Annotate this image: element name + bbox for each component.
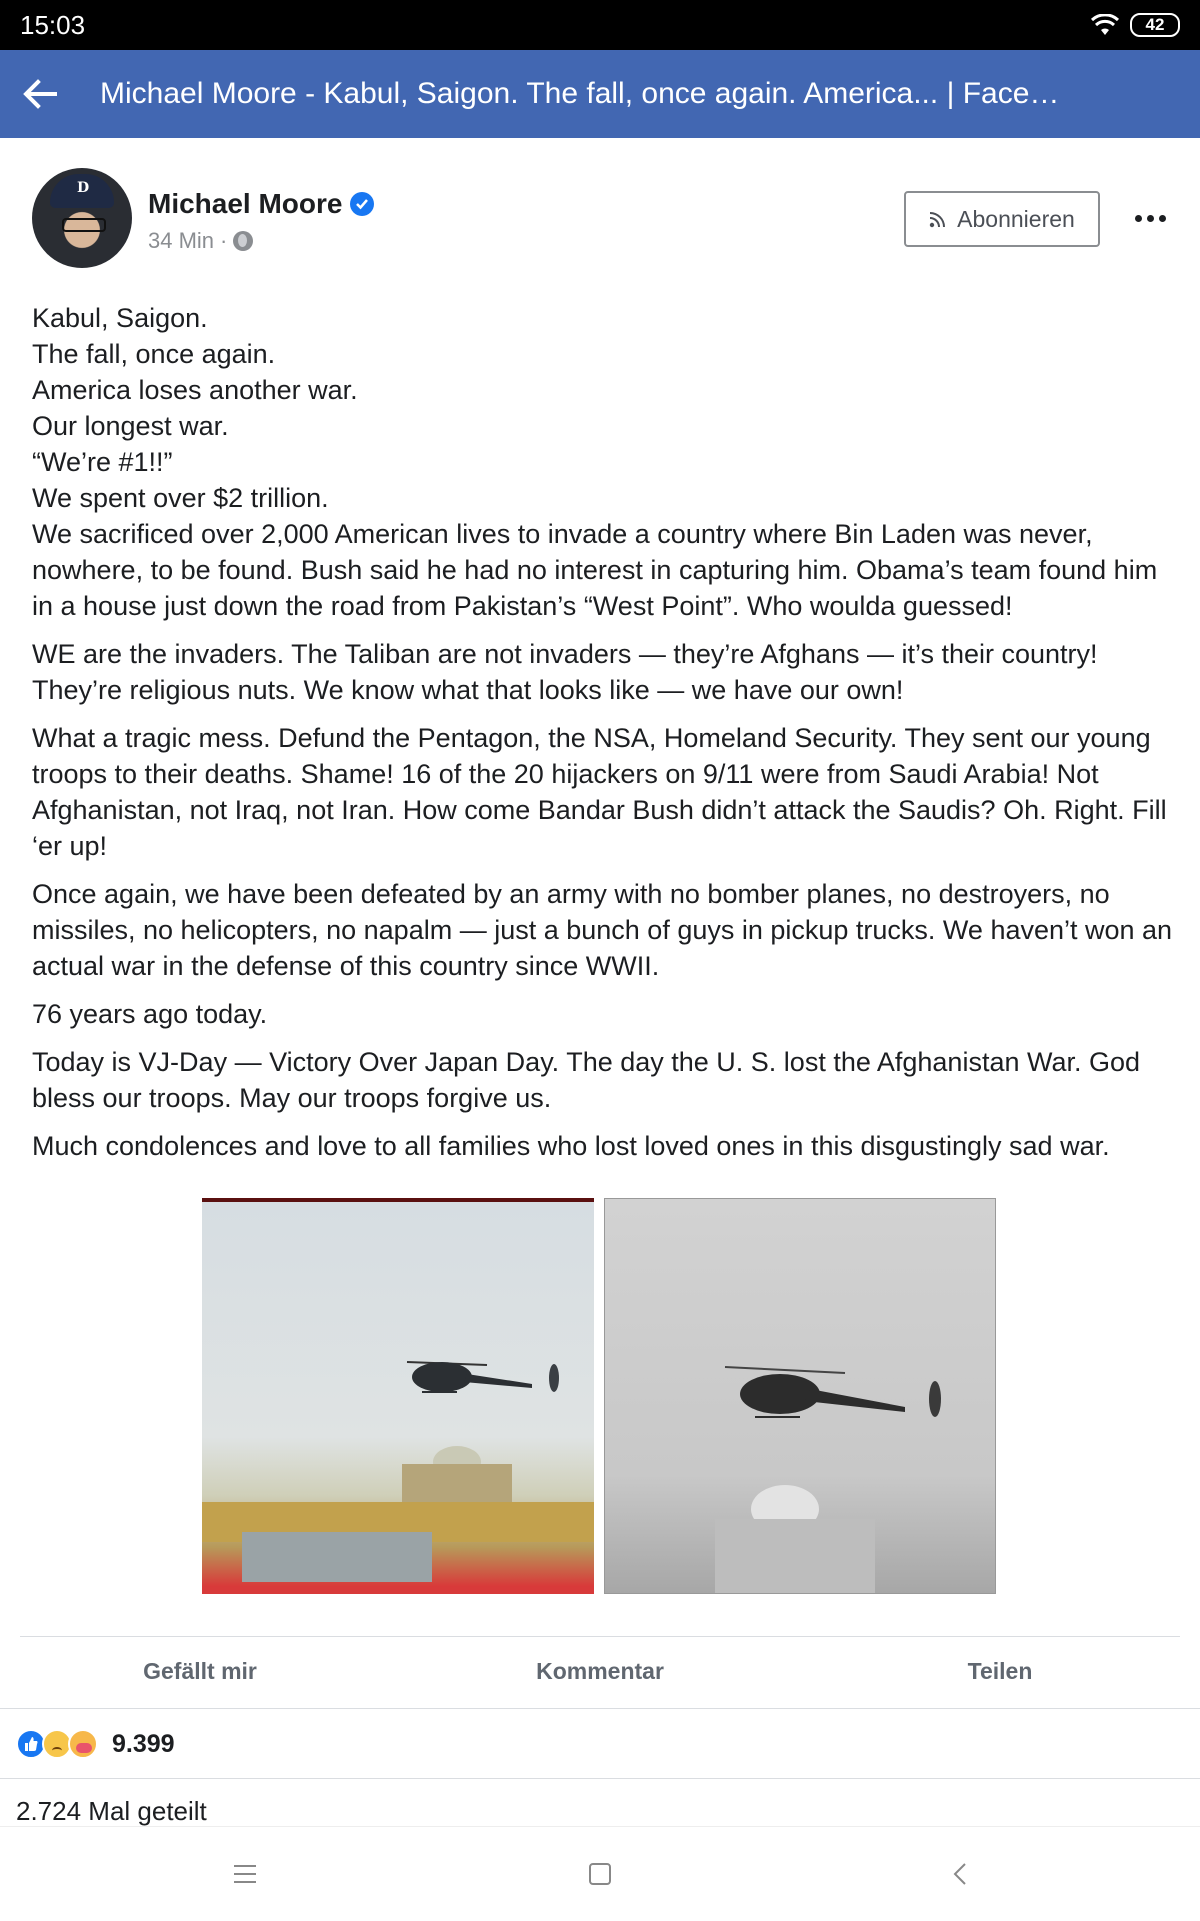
post-paragraph: Once again, we have been defeated by an army with no bomber planes, no destroyers, no missiles, no helicopters, no napalm — just a bunch of guys in pickup trucks. We haven’t won an actual war in the defense of this country since WWII. (32, 879, 1173, 981)
back-nav-button[interactable] (935, 1851, 985, 1897)
verified-badge-icon (350, 192, 374, 216)
reaction-count: 9.399 (112, 1729, 175, 1758)
post-paragraph: Today is VJ-Day — Victory Over Japan Day. The day the U. S. lost the Afghanistan War. God bless our troops. May our troops forgive us. (32, 1047, 1141, 1113)
app-bar (0, 50, 1200, 138)
home-nav-button[interactable] (575, 1851, 625, 1897)
post-line: Our longest war. (32, 411, 229, 441)
chevron-left-icon (950, 1861, 970, 1887)
arrow-left-icon (23, 79, 57, 109)
post-paragraph: 76 years ago today. (32, 999, 268, 1029)
author-name-text: Michael Moore (148, 188, 343, 219)
post-photos (202, 1198, 998, 1594)
subscribe-label: Abonnieren (957, 205, 1075, 232)
menu-nav-button[interactable] (220, 1851, 270, 1897)
rss-icon (929, 210, 947, 228)
post-paragraph: What a tragic mess. Defund the Pentagon, the NSA, Homeland Security. They sent our young troops to their deaths. Shame! 16 of the 20 hijackers on 9/11 were from Saudi Arabia! Not Afghanistan, not Iraq, not Iran. How come Bandar Bush didn’t attack the Saudis? Oh. Right. Fill ‘er up! (32, 723, 1167, 861)
post-line: “We’re #1!!” (32, 447, 173, 477)
status-bar (0, 0, 1200, 50)
post-line: America loses another war. (32, 375, 358, 405)
action-bar (0, 1636, 1200, 1706)
post-time[interactable]: 34 Min (148, 228, 215, 253)
divider (0, 1708, 1200, 1709)
meta-separator: · (220, 228, 228, 253)
reactions-summary[interactable] (16, 1726, 175, 1762)
back-button[interactable] (0, 50, 80, 138)
post-line: We spent over $2 trillion. (32, 483, 329, 513)
subscribe-button[interactable] (904, 191, 1100, 247)
home-square-icon (587, 1861, 613, 1887)
glasses-graphic (62, 218, 106, 232)
battery-indicator: 42 (1130, 13, 1180, 37)
helicopter-photo-grayscale[interactable] (604, 1198, 996, 1594)
globe-icon (233, 231, 253, 251)
author-name[interactable] (148, 188, 374, 220)
avatar[interactable] (32, 168, 132, 268)
status-icons (1090, 13, 1180, 37)
helicopter-photo-color[interactable] (202, 1198, 594, 1594)
post-body (32, 300, 1182, 1176)
share-button[interactable]: Teilen (967, 1657, 1033, 1684)
post-paragraph: WE are the invaders. The Taliban are not invaders — they’re Afghans — it’s their country! They’re religious nuts. We know what that looks like — we have our own! (32, 639, 1098, 705)
post-line: The fall, once again. (32, 339, 276, 369)
wifi-icon (1090, 14, 1120, 36)
divider (0, 1778, 1200, 1779)
system-nav-bar (0, 1826, 1200, 1921)
cap-graphic: D (50, 174, 114, 208)
post-meta (148, 228, 253, 254)
post-paragraph: Much condolences and love to all families who lost loved ones in this disgustingly sad war. (32, 1131, 1110, 1161)
share-count[interactable]: 2.724 Mal geteilt (16, 1796, 207, 1826)
comment-button[interactable]: Kommentar (536, 1657, 664, 1684)
menu-icon (232, 1863, 258, 1885)
like-button[interactable]: Gefällt mir (143, 1657, 257, 1684)
status-time: 15:03 (20, 9, 86, 40)
page-title: Michael Moore - Kabul, Saigon. The fall, once again. America... | Face… (100, 77, 1060, 110)
post-line: Kabul, Saigon. (32, 303, 208, 333)
post-line: We sacrificed over 2,000 American lives to invade a country where Bin Laden was never, nowhere, to be found. Bush said he had no interest in capturing him. Obama’s team found him in a house just down the road from Pakistan’s “West Point”. Who woulda guessed! (32, 519, 1158, 621)
more-options-icon[interactable] (1128, 196, 1172, 240)
care-reaction-icon (68, 1729, 98, 1759)
post-header (32, 168, 1172, 268)
